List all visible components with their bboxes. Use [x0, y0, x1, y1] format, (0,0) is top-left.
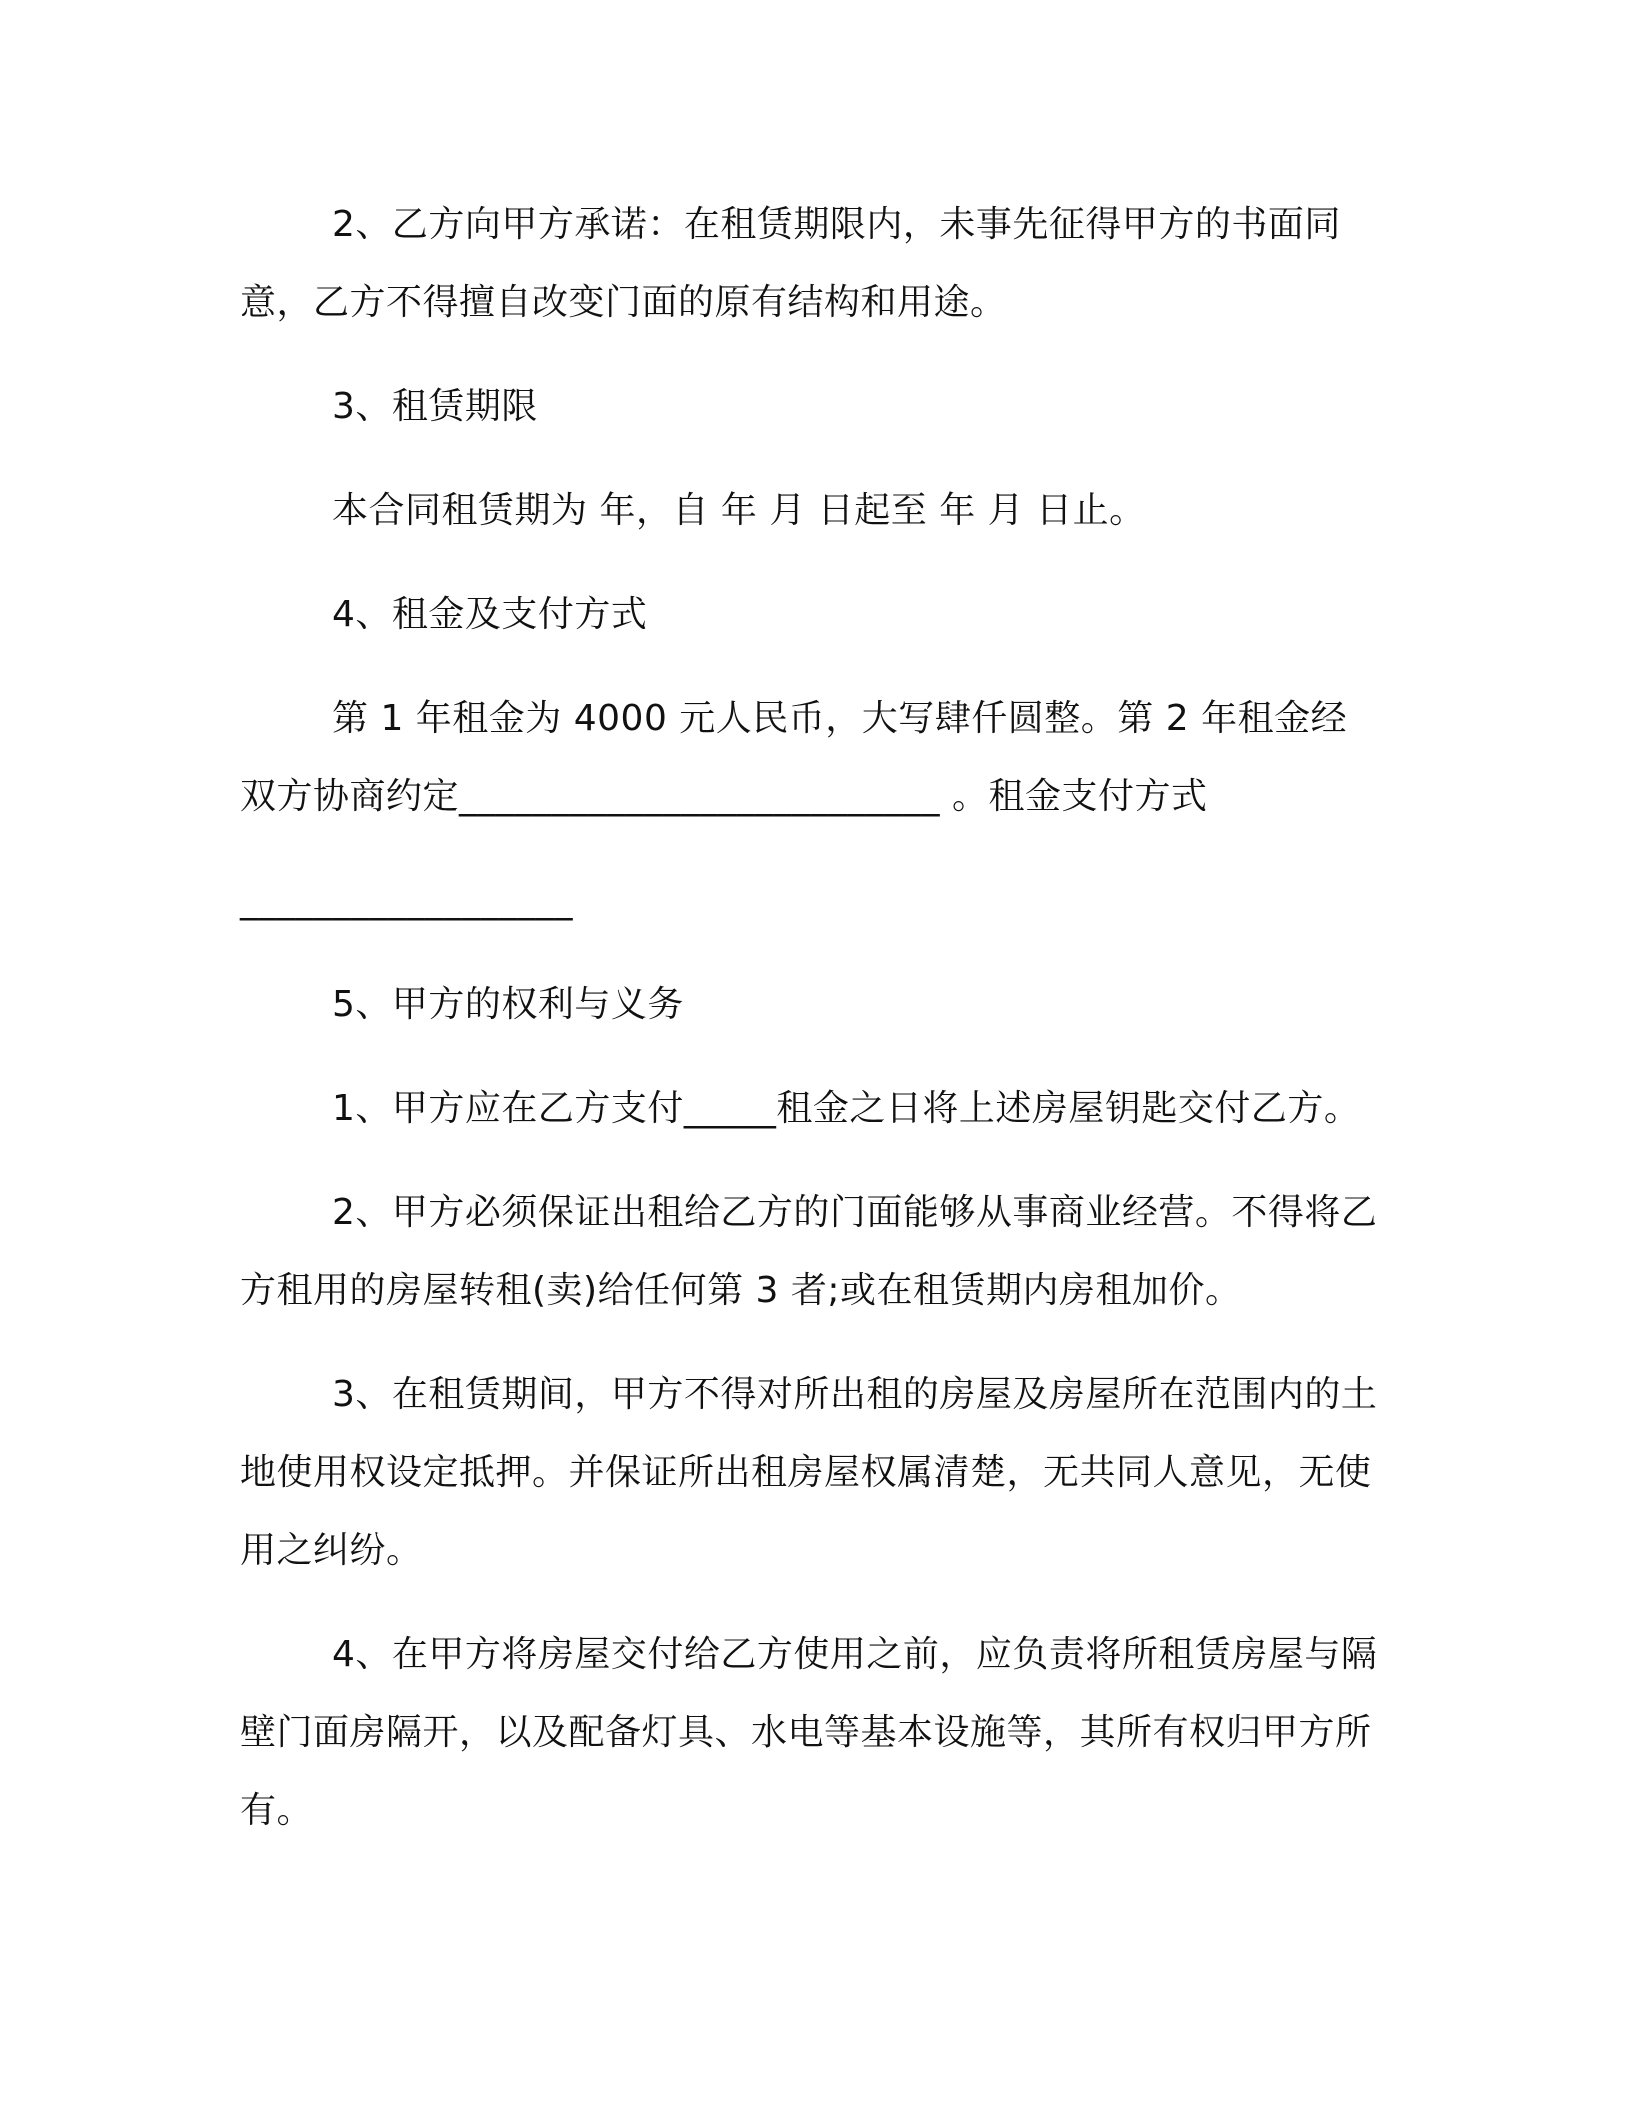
- paragraph-tenant-promise: 2、乙方向甲方承诺：在租赁期限内，未事先征得甲方的书面同意，乙方不得擅自改变门面的原有结构和用途。: [240, 204, 1341, 323]
- paragraph-lease-period: 本合同租赁期为 年，自 年 月 日起至 年 月 日止。: [332, 490, 1146, 531]
- heading-lease-term: 3、租赁期限: [332, 386, 538, 427]
- paragraph-facilities: 4、在甲方将房屋交付给乙方使用之前，应负责将所租赁房屋与隔壁门面房隔开，以及配备灯具、水电等基本设施等，其所有权归甲方所有。: [240, 1634, 1378, 1831]
- paragraph-business-guarantee: 2、甲方必须保证出租给乙方的门面能够从事商业经营。不得将乙方租用的房屋转租(卖)给任何第 3 者;或在租赁期内房租加价。: [240, 1192, 1378, 1311]
- paragraph-no-mortgage: 3、在租赁期间，甲方不得对所出租的房屋及房屋所在范围内的土地使用权设定抵押。并保证所出租房屋权属清楚，无共同人意见，无使用之纠纷。: [240, 1374, 1378, 1571]
- document-body: [240, 186, 1382, 1850]
- heading-rent-payment: 4、租金及支付方式: [332, 594, 648, 635]
- paragraph-key-delivery: 1、甲方应在乙方支付_____租金之日将上述房屋钥匙交付乙方。: [332, 1088, 1361, 1129]
- paragraph-rent-amount: 第 1 年租金为 4000 元人民币，大写肆仟圆整。第 2 年租金经双方协商约定__________________________ 。租金支付方式: [240, 698, 1348, 817]
- blank-payment-method-line: __________________: [240, 880, 573, 921]
- heading-landlord-rights: 5、甲方的权利与义务: [332, 984, 684, 1025]
